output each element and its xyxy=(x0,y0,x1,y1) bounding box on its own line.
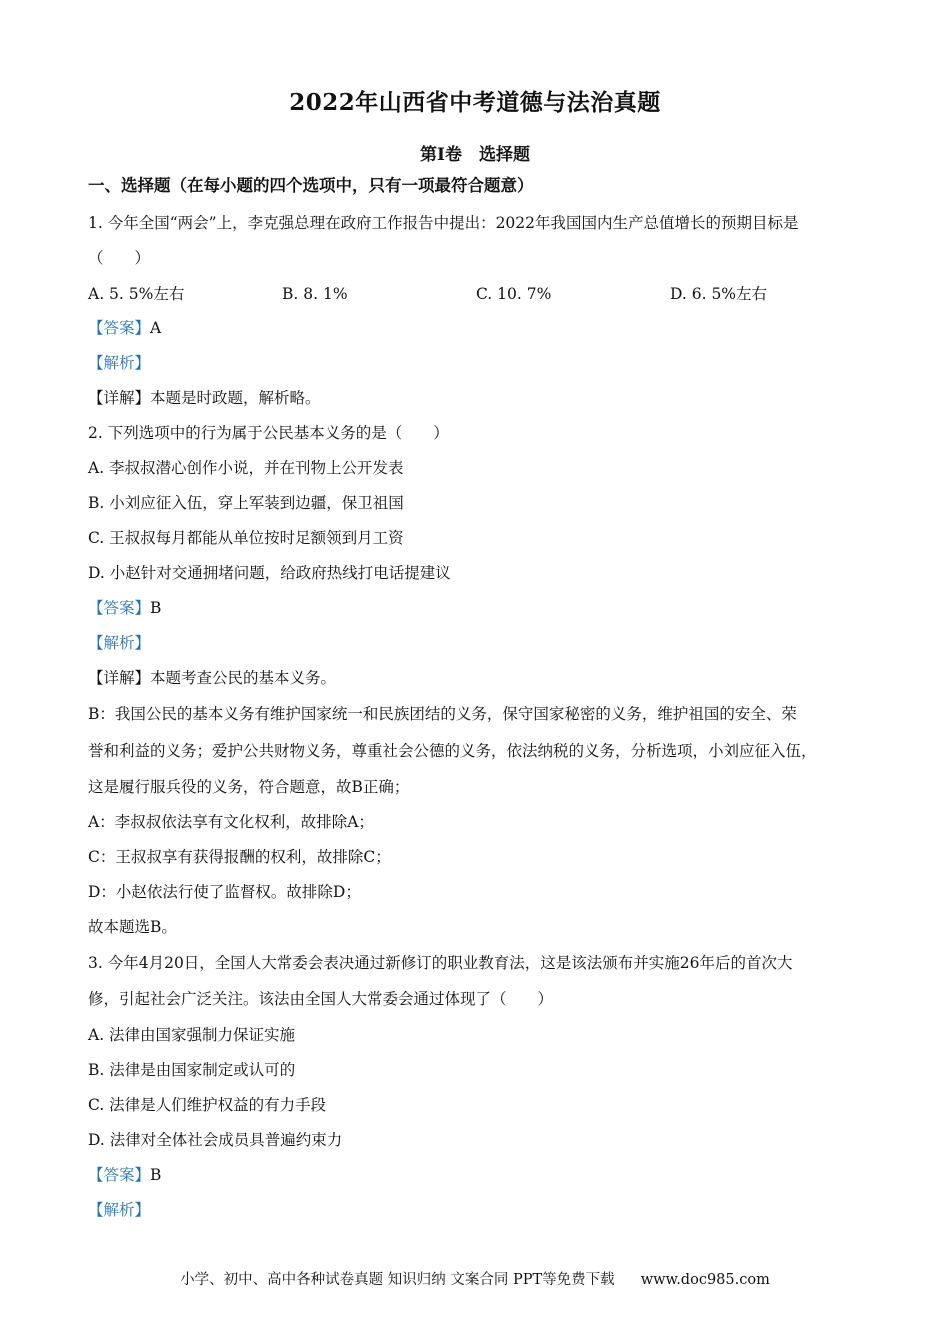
q2-answer-value: B xyxy=(150,599,162,617)
q3-answer xyxy=(88,1164,878,1186)
q1-stem-line2: （ ） xyxy=(88,249,151,267)
q2-explain-line: C：王叔叔享有获得报酬的权利，故排除C； xyxy=(88,848,391,866)
page-title: 2022年山西省中考道德与法治真题 xyxy=(289,89,661,116)
q2-option-d: D. 小赵针对交通拥堵问题，给政府热线打电话提建议 xyxy=(88,564,451,582)
q2-explain-line: 这是履行服兵役的义务，符合题意，故B正确； xyxy=(88,778,410,796)
section-heading: 一、选择题（在每小题的四个选项中，只有一项最符合题意） xyxy=(88,176,534,195)
detail-tag: 【详解】 xyxy=(88,389,151,407)
q2-answer xyxy=(88,597,878,619)
q2-analysis xyxy=(88,632,878,654)
q1-answer-value: A xyxy=(150,319,162,337)
q2-option-b: B. 小刘应征入伍，穿上军装到边疆，保卫祖国 xyxy=(88,494,404,512)
q2-detail xyxy=(88,667,878,689)
q3-option-b: B. 法律是由国家制定或认可的 xyxy=(88,1061,296,1079)
q2-option-a: A. 李叔叔潜心创作小说，并在刊物上公开发表 xyxy=(88,459,404,477)
q2-option-c: C. 王叔叔每月都能从单位按时足额领到月工资 xyxy=(88,529,404,547)
analysis-tag: 【解析】 xyxy=(88,354,151,372)
q2-explain-line: A：李叔叔依法享有文化权利，故排除A； xyxy=(88,813,374,831)
q2-explain-line: 誉和利益的义务；爱护公共财物义务，尊重社会公德的义务，依法纳税的义务，分析选项，小刘应征入伍， xyxy=(88,742,817,760)
q3-option-a: A. 法律由国家强制力保证实施 xyxy=(88,1026,296,1044)
answer-tag: 【答案】 xyxy=(88,1166,151,1184)
q2-detail-text: 本题考查公民的基本义务。 xyxy=(150,669,337,687)
q3-answer-value: B xyxy=(150,1166,162,1184)
q2-explain-line: D：小赵依法行使了监督权。故排除D； xyxy=(88,883,361,901)
q3-option-c: C. 法律是人们维护权益的有力手段 xyxy=(88,1096,327,1114)
q2-explain-line: B：我国公民的基本义务有维护国家统一和民族团结的义务，保守国家秘密的义务，维护祖国的安全、荣 xyxy=(88,705,797,723)
q1-option-c: C. 10. 7% xyxy=(476,285,552,303)
footer-text: 小学、初中、高中各种试卷真题 知识归纳 文案合同 PPT等免费下载 xyxy=(180,1272,615,1288)
q2-stem: 2. 下列选项中的行为属于公民基本义务的是（ ） xyxy=(88,424,449,442)
q3-stem-line2: 修，引起社会广泛关注。该法由全国人大常委会通过体现了（ ） xyxy=(88,990,554,1008)
q3-option-d: D. 法律对全体社会成员具普遍约束力 xyxy=(88,1131,343,1149)
page-subtitle: 第Ⅰ卷 选择题 xyxy=(420,145,530,165)
analysis-tag: 【解析】 xyxy=(88,1201,151,1219)
q2-explain-line: 故本题选B。 xyxy=(88,918,177,936)
answer-tag: 【答案】 xyxy=(88,599,151,617)
q1-option-b: B. 8. 1% xyxy=(282,285,348,303)
q1-analysis xyxy=(88,352,878,374)
q1-option-d: D. 6. 5%左右 xyxy=(670,285,768,303)
q3-stem-line1: 3. 今年4月20日，全国人大常委会表决通过新修订的职业教育法，这是该法颁布并实施26年后的首次大 xyxy=(88,954,793,972)
q3-analysis xyxy=(88,1199,878,1221)
q1-detail-text: 本题是时政题，解析略。 xyxy=(150,389,321,407)
q1-option-a: A. 5. 5%左右 xyxy=(88,285,185,303)
footer-site-link[interactable]: www.doc985.com xyxy=(640,1272,770,1288)
answer-tag: 【答案】 xyxy=(88,319,151,337)
analysis-tag: 【解析】 xyxy=(88,634,151,652)
detail-tag: 【详解】 xyxy=(88,669,151,687)
page-footer xyxy=(0,1268,950,1289)
q1-detail xyxy=(88,387,878,409)
q1-answer xyxy=(88,317,878,339)
q1-stem-line1: 1. 今年全国“两会”上，李克强总理在政府工作报告中提出：2022年我国国内生产总值增长的预期目标是 xyxy=(88,214,799,232)
